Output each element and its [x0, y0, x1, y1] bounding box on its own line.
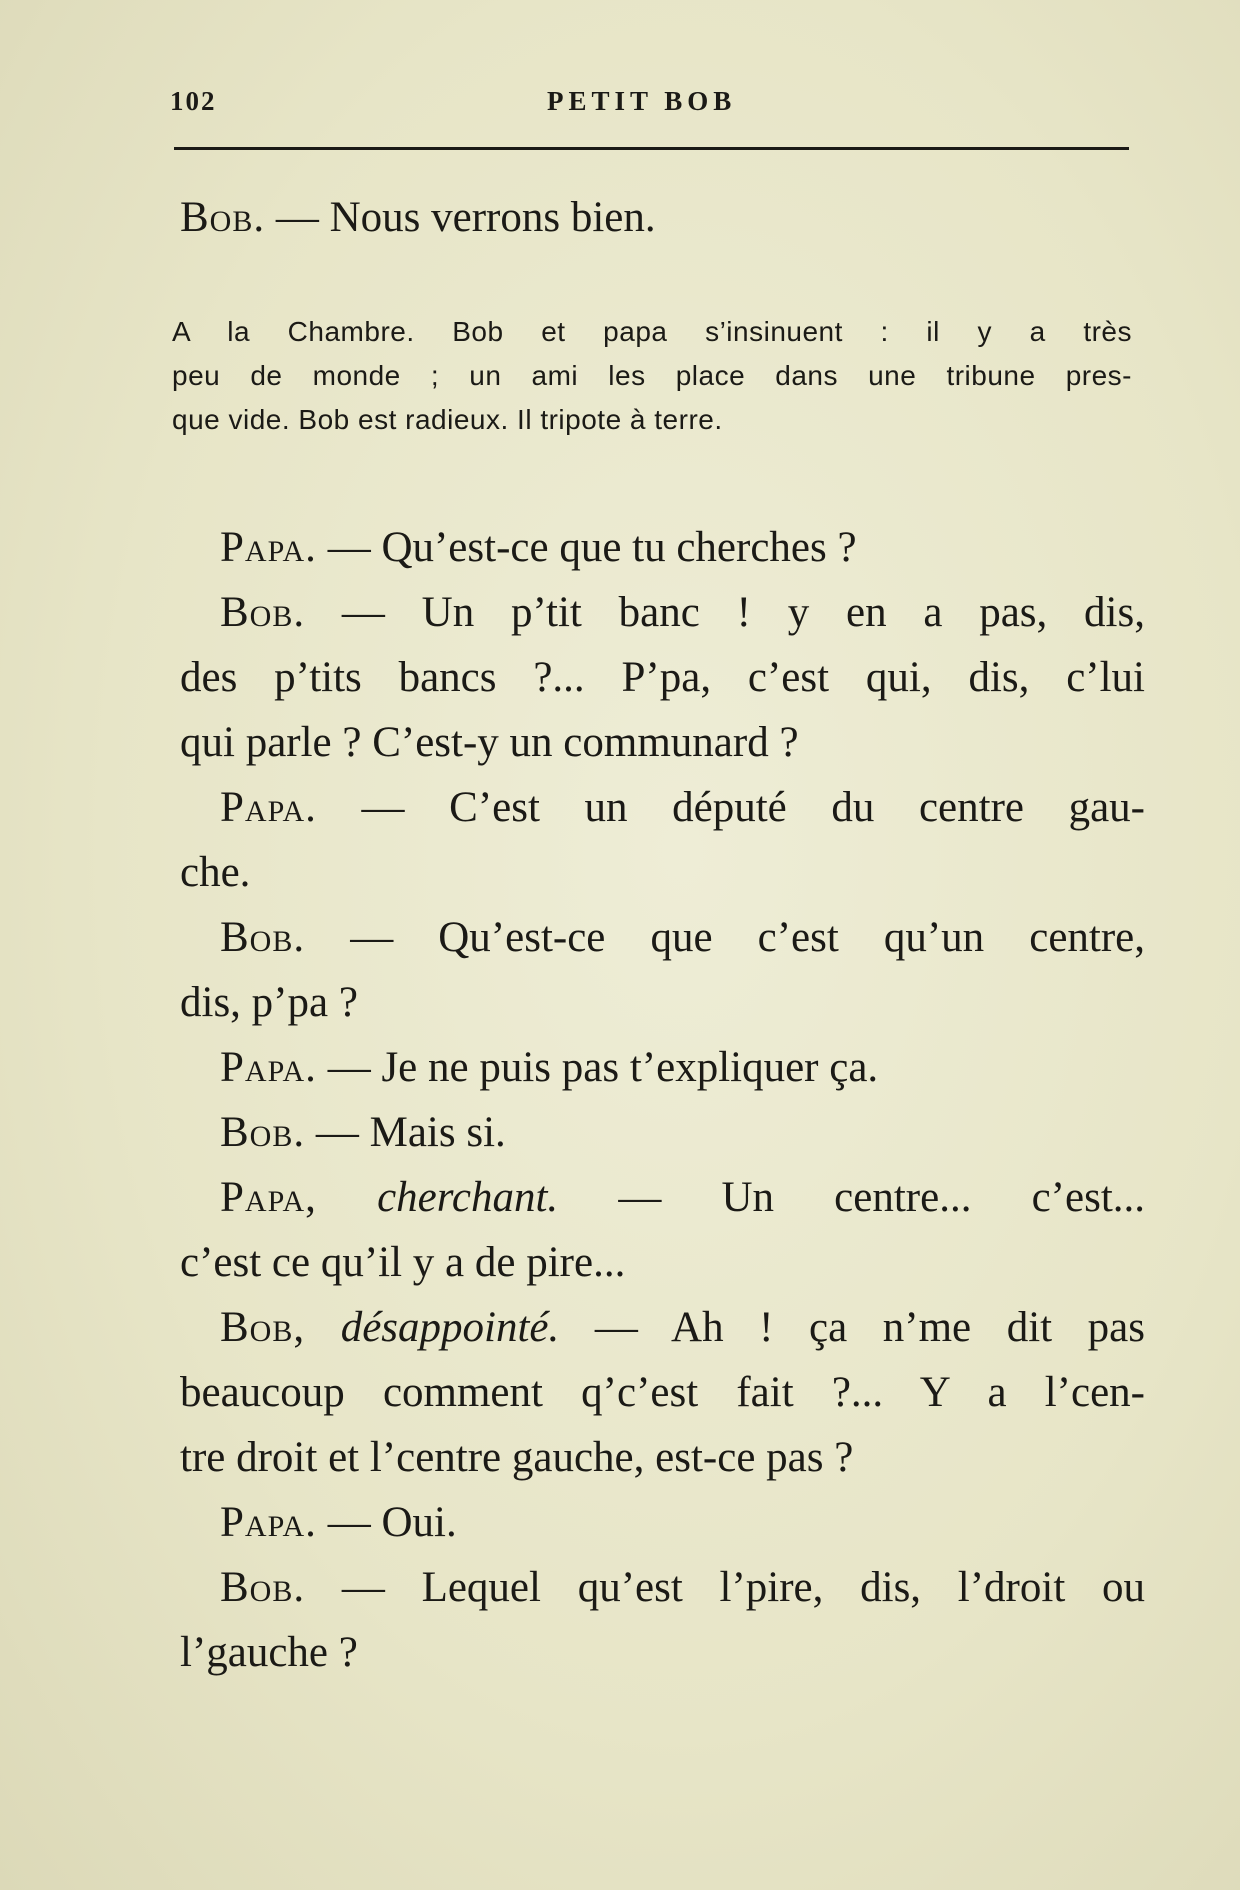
header-rule — [174, 147, 1129, 150]
speaker-name: Papa. — [220, 524, 317, 571]
dialogue-line — [180, 1100, 1145, 1165]
speaker-name: Bob, — [220, 1304, 306, 1351]
dialogue-text: — Qu’est-ce que tu cherches ? — [327, 524, 857, 571]
dialogue-line — [180, 905, 1145, 970]
dialogue-continuation: des p’tits bancs ?... P’pa, c’est qui, dis, c’lui — [180, 654, 1145, 701]
dialogue-continuation: beaucoup comment q’c’est fait ?... Y a l’cen- — [180, 1369, 1145, 1416]
speaker-name: Bob. — [220, 589, 306, 636]
speaker-name: Bob. — [180, 194, 266, 241]
dialogue-line — [180, 1490, 1145, 1555]
running-title: PETIT BOB — [547, 86, 737, 116]
dialogue-line — [180, 775, 1145, 840]
dialogue-continuation: c’est ce qu’il y a de pire... — [180, 1239, 626, 1286]
dialogue-text: — Oui. — [327, 1499, 457, 1546]
speaker-name: Papa. — [220, 1499, 317, 1546]
dialogue-line — [180, 1295, 1145, 1360]
dialogue-continuation: l’gauche ? — [180, 1629, 358, 1676]
dialogue-text: — Qu’est-ce que c’est qu’un centre, — [350, 914, 1146, 961]
dialogue-continuation: qui parle ? C’est-y un communard ? — [180, 719, 799, 766]
dialogue-line — [180, 1165, 1145, 1230]
dialogue-block — [180, 515, 1145, 1685]
dialogue-line — [180, 185, 1145, 250]
page-number: 102 — [170, 86, 217, 116]
dialogue-text: — Un p’tit banc ! y en a pas, dis, — [341, 589, 1145, 636]
dialogue-text: — Mais si. — [315, 1109, 506, 1156]
speaker-name: Papa, — [220, 1174, 317, 1221]
dialogue-text: — Nous verrons bien. — [275, 194, 656, 241]
speaker-name: Bob. — [220, 1109, 306, 1156]
stage-action: désappointé. — [340, 1304, 560, 1351]
dialogue-line — [180, 580, 1145, 645]
dialogue-text: — Ah ! ça n’me dit pas — [594, 1304, 1145, 1351]
opening-line — [180, 185, 1145, 250]
dialogue-text: — Un centre... c’est... — [618, 1174, 1146, 1221]
dialogue-continuation: dis, p’pa ? — [180, 979, 358, 1026]
dialogue-line — [180, 1035, 1145, 1100]
stage-direction-line: que vide. Bob est radieux. Il tripote à terre. — [172, 404, 723, 435]
stage-direction — [172, 310, 1132, 442]
speaker-name: Bob. — [220, 1564, 306, 1611]
dialogue-text: — C’est un député du centre gau- — [361, 784, 1146, 831]
speaker-name: Bob. — [220, 914, 306, 961]
speaker-name: Papa. — [220, 1044, 317, 1091]
stage-direction-line: A la Chambre. Bob et papa s’insinuent : il y a très — [172, 316, 1132, 347]
dialogue-continuation: che. — [180, 849, 251, 896]
dialogue-text: — Lequel qu’est l’pire, dis, l’droit ou — [341, 1564, 1145, 1611]
dialogue-line — [180, 1555, 1145, 1620]
page-header — [170, 86, 1130, 126]
dialogue-text: — Je ne puis pas t’expliquer ça. — [327, 1044, 879, 1091]
stage-action: cherchant. — [377, 1174, 559, 1221]
stage-direction-line: peu de monde ; un ami les place dans une tribune pres- — [172, 360, 1132, 391]
speaker-name: Papa. — [220, 784, 317, 831]
dialogue-line — [180, 515, 1145, 580]
dialogue-continuation: tre droit et l’centre gauche, est-ce pas ? — [180, 1434, 854, 1481]
